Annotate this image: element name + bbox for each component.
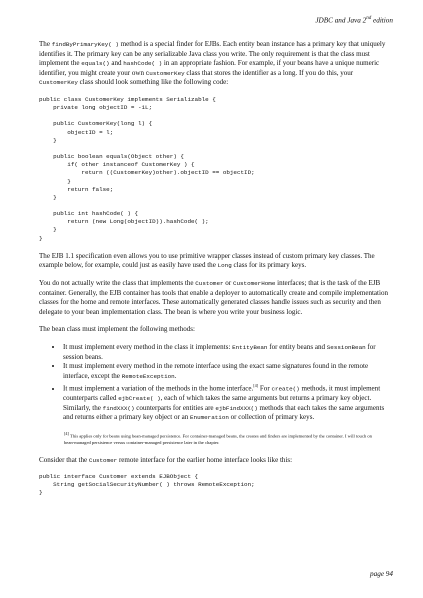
text: Consider that the (39, 455, 89, 464)
text: for session beans. (63, 342, 376, 361)
bullet-list-methods (39, 343, 391, 423)
inline-code: CustomerKey (145, 69, 185, 77)
page-number: page 94 (370, 570, 393, 578)
inline-code: ejbFindXXX() (215, 404, 258, 412)
text: , each of which takes the same arguments but returns a primary key object. Similarly, the (63, 394, 372, 412)
text: class for its primary keys. (231, 261, 307, 270)
code-block-customer-key: public class CustomerKey implements Serializable { private long objectID = -1L; public CustomerKey(long l) { objectID = l; } public boolean equals(Object other) { if( other instanceof CustomerKey ) { return ((CustomerKey)other).objectID == objectID; } return false; } public int hashCode( ) { return (new Long(objectID)).hashCode( ); } } (39, 95, 255, 242)
text: It must implement every method in the remote interface using the exact same signatures found in the remote interface, except the (63, 362, 369, 380)
paragraph-primary-key (39, 40, 391, 88)
text: methods that each takes the same arguments and returns either a primary key object or an (63, 403, 385, 422)
text: or (223, 278, 233, 287)
list-item (63, 343, 391, 362)
inline-code: findXXX() (102, 404, 135, 412)
text: method is a special finder for EJBs. Each entity bean instance has a primary key that uniquely identifies it. The primary key can be any serializable Java class you write. The only requirement is that the class must implement the (39, 40, 386, 68)
list-item (63, 362, 391, 381)
paragraph-wrapper-classes (39, 252, 391, 271)
inline-code: SessionBean (326, 343, 366, 351)
text: It must implement a variation of the methods in the home interface. (63, 384, 254, 393)
code-block-customer-interface: public interface Customer extends EJBObject { String getSocialSecurityNumber( ) throws RemoteException; } (39, 473, 255, 497)
inline-code: CustomerHome (232, 279, 276, 287)
page-content (39, 40, 391, 507)
text: The (39, 40, 52, 48)
header-title: JDBC and Java 2 (315, 16, 367, 25)
text: class that stores the identifier as a long. If you do this, your (184, 68, 354, 77)
text: You do not actually write the class that implements the (39, 278, 196, 287)
running-header (315, 16, 393, 24)
inline-code: Customer (195, 279, 224, 287)
inline-code: create() (271, 385, 300, 393)
footnote-reference[interactable]: [4] (253, 383, 259, 389)
text: counterparts for entities are (134, 403, 216, 412)
text: class should look something like the following code: (77, 78, 229, 87)
list-item (63, 381, 391, 423)
paragraph-remote-interface (39, 456, 391, 466)
text: . (174, 371, 177, 380)
inline-code: CustomerKey (39, 79, 78, 87)
inline-code: findByPrimaryKey( ) (51, 41, 119, 48)
inline-code: Long (217, 262, 232, 270)
text: remote interface for the earlier home interface looks like this: (117, 455, 293, 464)
text: The EJB 1.1 specification even allows you to use primitive wrapper classes instead of custom primary key classes. The example below, for example, could just as easily have used the (39, 251, 375, 270)
text: It must implement every method in the class it implements: (63, 342, 233, 351)
text: or collection of primary keys. (228, 413, 315, 422)
inline-code: ejbCreate( ) (118, 395, 161, 403)
footnote-text: This applies only for beans using bean-managed persistence. For container-managed beans, the creates and finders are implemented by the container. I will touch on bean-managed persistence versus container-managed persistence later in the chapter. (64, 433, 372, 445)
header-suffix: edition (371, 16, 393, 25)
text: and (109, 59, 124, 68)
footnote-marker: [4] (64, 431, 69, 437)
text: interfaces; that is the task of the EJB container. Generally, the EJB container has tools that enable a deployer to automatically create and compile implementation classes for the home and remote interfaces. These automatically generated classes handle issues such as security and then delegate to your bean implementation class. The bean is where you write your business logic. (39, 278, 389, 316)
text: For (258, 384, 272, 393)
header-superscript: nd (366, 16, 372, 21)
footnote (64, 431, 374, 446)
inline-code: Customer (88, 456, 118, 464)
inline-code: Enumeration (190, 414, 229, 422)
inline-code: hashCode( ) (123, 60, 163, 68)
inline-code: equals() (81, 60, 110, 68)
text: in an appropriate fashion. For example, if your beans have a unique numeric identifier, you might create your own (39, 59, 380, 77)
inline-code: EntityBean (232, 343, 268, 351)
text: for entity beans and (267, 342, 327, 351)
text: methods, it must implement counterparts called (63, 384, 381, 403)
paragraph-ejb-container (39, 279, 391, 317)
paragraph-bean-methods-intro: The bean class must implement the following methods: (39, 325, 195, 334)
inline-code: RemoteException (121, 372, 175, 380)
